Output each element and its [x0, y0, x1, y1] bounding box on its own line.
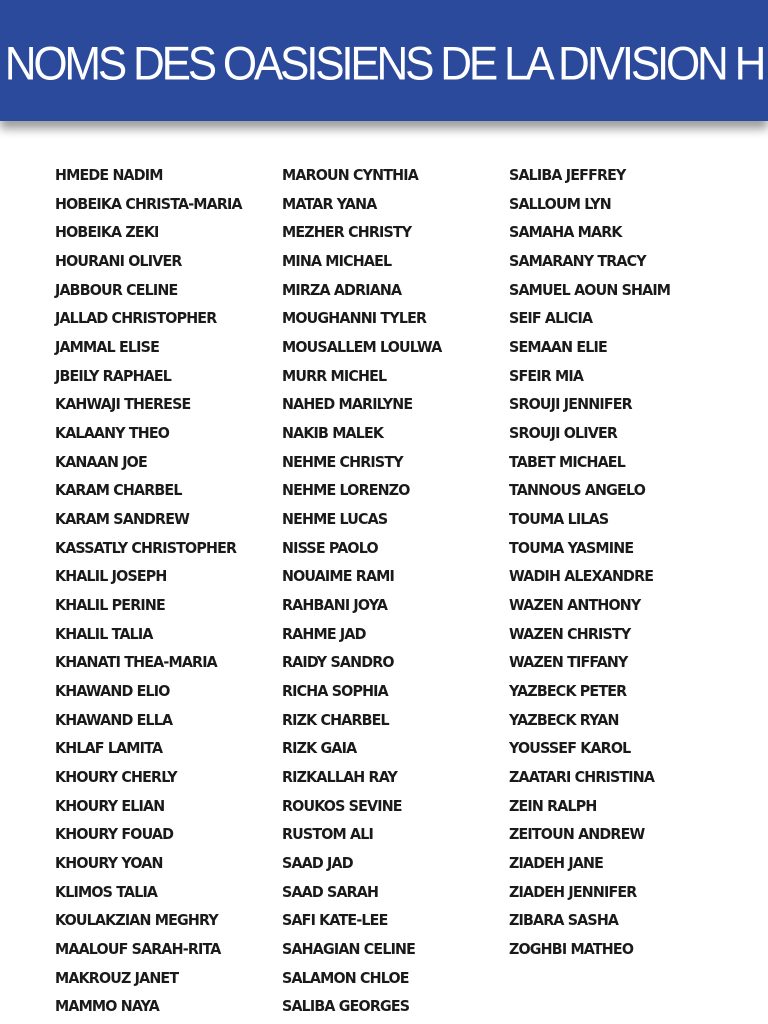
name-entry: RICHA SOPHIA	[282, 682, 388, 701]
name-entry: SALAMON CHLOE	[282, 968, 409, 987]
name-entry: MINA MICHAEL	[282, 252, 392, 271]
name-entry: NEHME LUCAS	[282, 510, 388, 529]
name-entry: WAZEN CHRISTY	[509, 624, 631, 643]
name-entry: NISSE PAOLO	[282, 538, 378, 557]
name-entry: SAHAGIAN CELINE	[282, 940, 416, 959]
name-entry: KAHWAJI THERESE	[55, 395, 191, 414]
name-entry: MURR MICHEL	[282, 366, 387, 385]
name-entry: NAHED MARILYNE	[282, 395, 413, 414]
name-entry: MATAR YANA	[282, 194, 377, 213]
name-entry: SAFI KATE-LEE	[282, 911, 388, 930]
names-list	[55, 161, 768, 1021]
name-entry: ZIADEH JANE	[509, 854, 604, 873]
name-entry: RAIDY SANDRO	[282, 653, 394, 672]
name-entry: HOBEIKA CHRISTA-MARIA	[55, 194, 242, 213]
name-entry: KALAANY THEO	[55, 424, 170, 443]
name-entry: KLIMOS TALIA	[55, 882, 158, 901]
name-entry: MOUSALLEM LOULWA	[282, 338, 442, 357]
name-entry: ZOGHBI MATHEO	[509, 940, 634, 959]
name-entry: JABBOUR CELINE	[55, 280, 178, 299]
name-entry: KHLAF LAMITA	[55, 739, 163, 758]
name-entry: HOURANI OLIVER	[55, 252, 182, 271]
name-entry: ZAATARI CHRISTINA	[509, 768, 655, 787]
name-entry: YOUSSEF KAROL	[509, 739, 631, 758]
name-entry: SAMAHA MARK	[509, 223, 622, 242]
name-entry: KHALIL JOSEPH	[55, 567, 167, 586]
name-entry: MAKROUZ JANET	[55, 968, 179, 987]
name-entry: RIZK CHARBEL	[282, 710, 389, 729]
name-entry: ZEIN RALPH	[509, 796, 597, 815]
name-entry: NEHME CHRISTY	[282, 452, 403, 471]
title-banner	[0, 0, 768, 121]
name-entry: TABET MICHAEL	[509, 452, 625, 471]
name-entry: KHANATI THEA-MARIA	[55, 653, 217, 672]
names-column-2	[282, 161, 455, 1021]
name-entry: TANNOUS ANGELO	[509, 481, 645, 500]
names-column-1	[55, 161, 258, 1021]
name-entry: JAMMAL ELISE	[55, 338, 160, 357]
name-entry: SEIF ALICIA	[509, 309, 593, 328]
name-entry: ZEITOUN ANDREW	[509, 825, 645, 844]
name-entry: KARAM SANDREW	[55, 510, 190, 529]
name-entry: KHOURY CHERLY	[55, 768, 177, 787]
name-entry: SAMARANY TRACY	[509, 252, 646, 271]
name-entry: KHAWAND ELLA	[55, 710, 173, 729]
name-entry: KASSATLY CHRISTOPHER	[55, 538, 237, 557]
names-column-3	[509, 161, 684, 964]
name-entry: KHOURY ELIAN	[55, 796, 165, 815]
name-entry: KHOURY YOAN	[55, 854, 163, 873]
name-entry: RAHBANI JOYA	[282, 596, 388, 615]
name-entry: SFEIR MIA	[509, 366, 584, 385]
name-entry: SEMAAN ELIE	[509, 338, 607, 357]
name-entry: MAALOUF SARAH-RITA	[55, 940, 221, 959]
name-entry: SALLOUM LYN	[509, 194, 611, 213]
name-entry: TOUMA LILAS	[509, 510, 609, 529]
name-entry: WADIH ALEXANDRE	[509, 567, 654, 586]
name-entry: WAZEN ANTHONY	[509, 596, 641, 615]
name-entry: HMEDE NADIM	[55, 166, 163, 184]
page-title: NOMS DES OASISIENS DE LA DIVISION H	[4, 36, 764, 90]
name-entry: SROUJI JENNIFER	[509, 395, 632, 414]
name-entry: MOUGHANNI TYLER	[282, 309, 427, 328]
name-entry: SAAD JAD	[282, 854, 353, 873]
name-entry: KHALIL TALIA	[55, 624, 153, 643]
name-entry: KARAM CHARBEL	[55, 481, 182, 500]
name-entry: ROUKOS SEVINE	[282, 796, 402, 815]
name-entry: TOUMA YASMINE	[509, 538, 634, 557]
name-entry: MEZHER CHRISTY	[282, 223, 412, 242]
name-entry: HOBEIKA ZEKI	[55, 223, 159, 242]
name-entry: SALIBA JEFFREY	[509, 166, 626, 184]
name-entry: KANAAN JOE	[55, 452, 147, 471]
name-entry: SALIBA GEORGES	[282, 997, 410, 1016]
name-entry: WAZEN TIFFANY	[509, 653, 628, 672]
name-entry: JALLAD CHRISTOPHER	[55, 309, 217, 328]
name-entry: KOULAKZIAN MEGHRY	[55, 911, 218, 930]
name-entry: MIRZA ADRIANA	[282, 280, 402, 299]
name-entry: MAMMO NAYA	[55, 997, 160, 1016]
name-entry: NOUAIME RAMI	[282, 567, 395, 586]
name-entry: ZIADEH JENNIFER	[509, 882, 637, 901]
name-entry: JBEILY RAPHAEL	[55, 366, 172, 385]
name-entry: ZIBARA SASHA	[509, 911, 619, 930]
name-entry: SAMUEL AOUN SHAIM	[509, 280, 671, 299]
name-entry: SAAD SARAH	[282, 882, 379, 901]
name-entry: NAKIB MALEK	[282, 424, 384, 443]
name-entry: SROUJI OLIVER	[509, 424, 618, 443]
name-entry: KHOURY FOUAD	[55, 825, 174, 844]
name-entry: MAROUN CYNTHIA	[282, 166, 418, 184]
name-entry: RAHME JAD	[282, 624, 366, 643]
name-entry: KHALIL PERINE	[55, 596, 165, 615]
name-entry: YAZBECK PETER	[509, 682, 627, 701]
name-entry: NEHME LORENZO	[282, 481, 410, 500]
name-entry: RIZKALLAH RAY	[282, 768, 398, 787]
name-entry: KHAWAND ELIO	[55, 682, 170, 701]
name-entry: YAZBECK RYAN	[509, 710, 619, 729]
name-entry: RUSTOM ALI	[282, 825, 373, 844]
name-entry: RIZK GAIA	[282, 739, 357, 758]
